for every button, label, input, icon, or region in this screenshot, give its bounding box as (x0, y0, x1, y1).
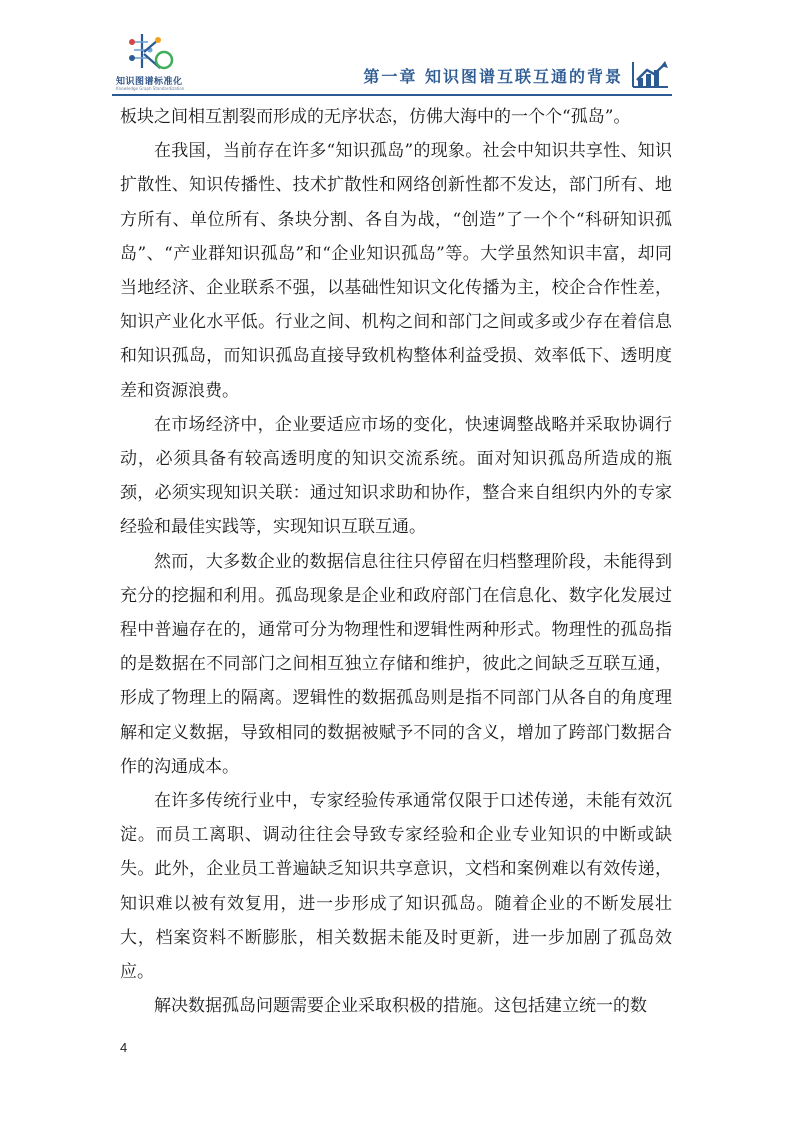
logo-caption: 知识图谱标准化 (116, 77, 183, 87)
paragraph: 然而，大多数企业的数据信息往往只停留在归档整理阶段，未能得到充分的挖掘和利用。孤岛现象是企业和政府部门在信息化、数字化发展过程中普遍存在的，通常可分为物理性和逻辑性两种形式。物理性的孤岛指的是数据在不同部门之间相互独立存储和维护，彼此之间缺乏互联互通，形成了物理上的隔离。逻辑性的数据孤岛则是指不同部门从各自的角度理解和定义数据，导致相同的数据被赋予不同的含义，增加了跨部门数据合作的沟通成本。 (120, 551, 672, 777)
header-divider (112, 94, 672, 96)
paragraph: 在许多传统行业中，专家经验传承通常仅限于口述传递，未能有效沉淀。而员工离职、调动往往会导致专家经验和企业专业知识的中断或缺失。此外，企业员工普遍缺乏知识共享意识，文档和案例难以有效传递，知识难以被有效复用，进一步形成了知识孤岛。随着企业的不断发展壮大，档案资料不断膨胀，相关数据未能及时更新，进一步加剧了孤岛效应。 (120, 791, 672, 983)
paragraph-continued: 板块之间相互割裂而形成的无序状态，仿佛大海中的一个个“孤岛”。 (120, 107, 631, 127)
page-number: 4 (120, 1040, 128, 1055)
paragraph: 解决数据孤岛问题需要企业采取积极的措施。这包括建立统一的数 (154, 996, 647, 1017)
chapter-title: 第一章 知识图谱互联互通的背景 (363, 67, 623, 86)
logo-subcaption: Knowledge Graph Standardization (116, 86, 185, 91)
body-text (120, 100, 672, 1023)
trend-chart-icon (630, 60, 670, 90)
paragraph: 在我国，当前存在许多“知识孤岛”的现象。社会中知识共享性、知识扩散性、知识传播性、技术扩散性和网络创新性都不发达，部门所有、地方所有、单位所有、条块分割、各自为战，“创造”了一个个“科研知识孤岛”、“产业群知识孤岛”和“企业知识孤岛”等。大学虽然知识丰富，却同当地经济、企业联系不强，以基础性知识文化传播为主，校企合作性差，知识产业化水平低。行业之间、机构之间和部门之间或多或少存在着信息和知识孤岛，而知识孤岛直接导致机构整体利益受损、效率低下、透明度差和资源浪费。 (120, 141, 672, 401)
paragraph: 在市场经济中，企业要适应市场的变化，快速调整战略并采取协调行动，必须具备有较高透明度的知识交流系统。面对知识孤岛所造成的瓶颈，必须实现知识关联：通过知识求助和协作，整合来自组织内外的专家经验和最佳实践等，实现知识互联互通。 (120, 414, 672, 538)
